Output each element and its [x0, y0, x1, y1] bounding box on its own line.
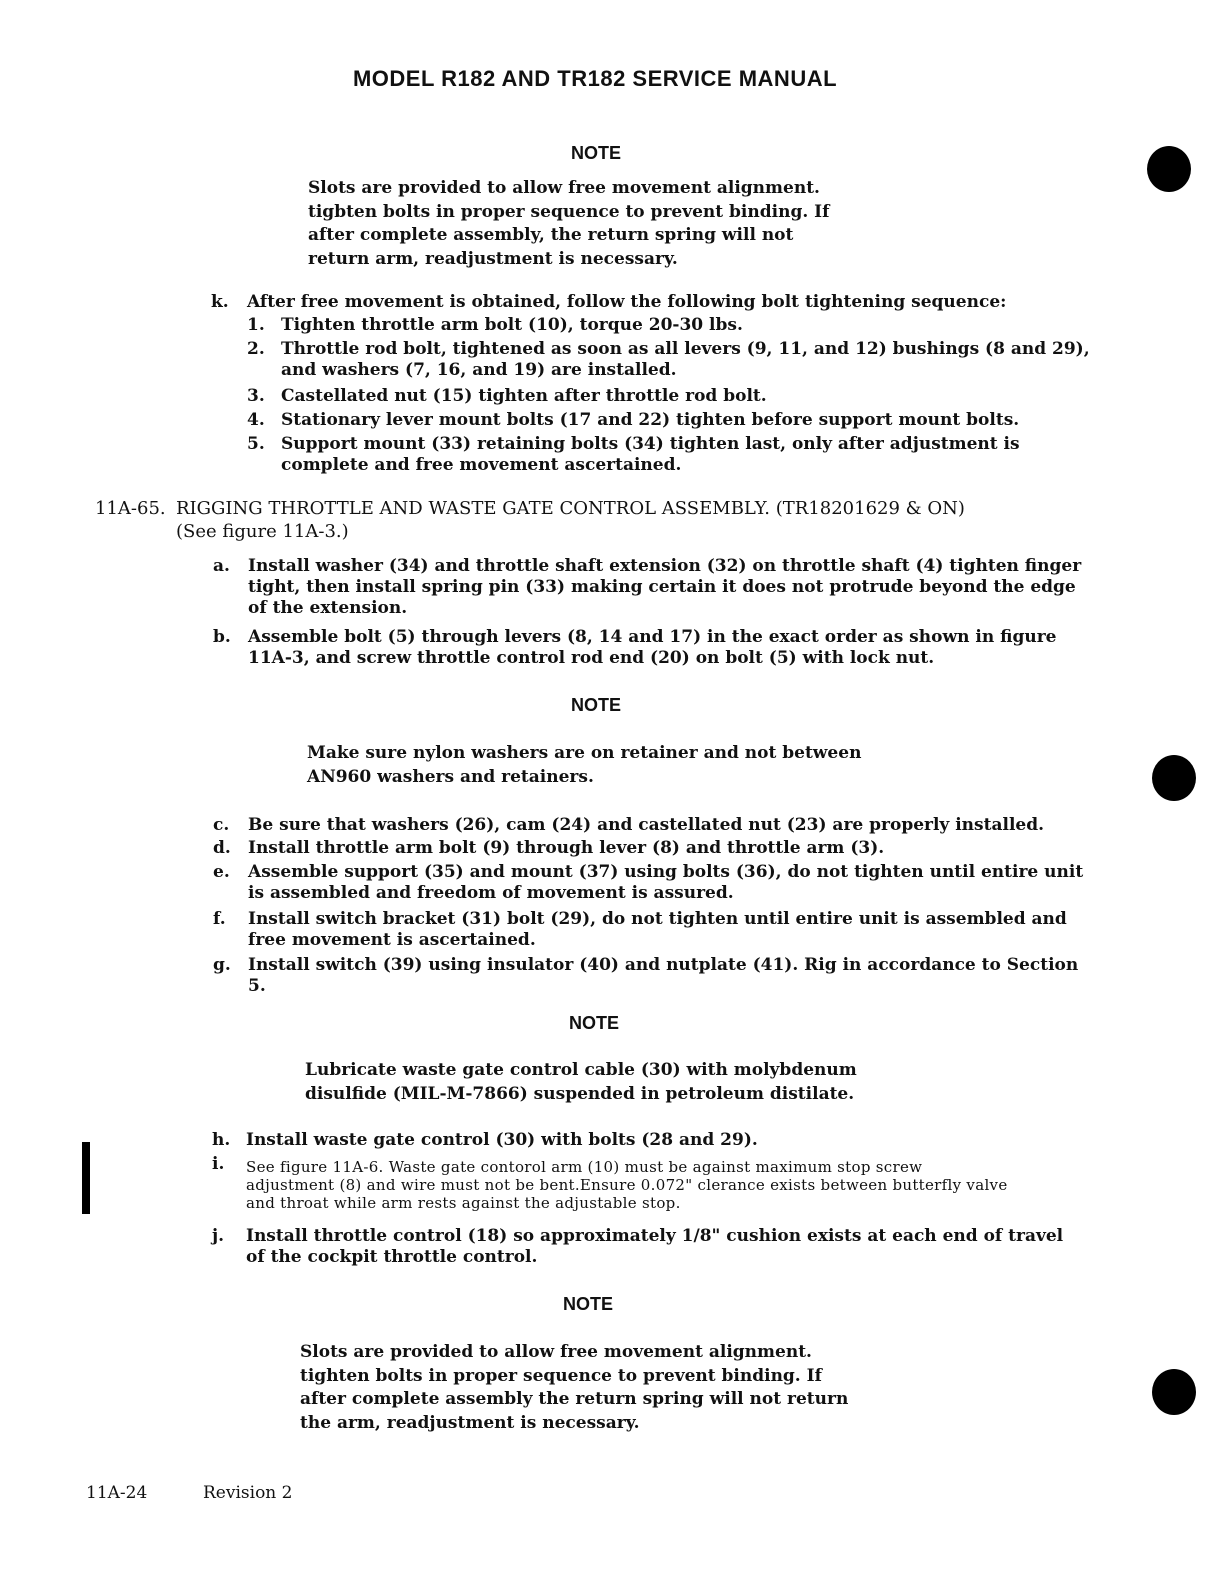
- note-heading: NOTE: [562, 1294, 613, 1314]
- step-text: Be sure that washers (26), cam (24) and castellated nut (23) are properly installed.: [248, 815, 1045, 835]
- step-line: tight, then install spring pin (33) making certain it does not protrude beyond the edge: [248, 577, 1076, 597]
- step-text: [246, 1226, 1063, 1268]
- step-line: See figure 11A-6. Waste gate contorol arm (10) must be against maximum stop screw: [246, 1158, 923, 1176]
- note-line: Make sure nylon washers are on retainer and not between: [307, 743, 862, 763]
- substep-text: Stationary lever mount bolts (17 and 22) tighten before support mount bolts.: [281, 410, 1020, 430]
- step-text: Install throttle arm bolt (9) through lever (8) and throttle arm (3).: [248, 838, 885, 858]
- note-line: Slots are provided to allow free movement alignment.: [308, 178, 820, 198]
- note-heading: NOTE: [568, 1013, 619, 1033]
- step-line: 11A-3, and screw throttle control rod end (20) on bolt (5) with lock nut.: [248, 648, 935, 668]
- note-line: the arm, readjustment is necessary.: [300, 1412, 640, 1433]
- step-text: [248, 862, 1083, 904]
- section-number: 11A-65.: [95, 498, 166, 519]
- step-line: Install switch bracket (31) bolt (29), do not tighten until entire unit is assembled and: [248, 909, 1067, 929]
- note-heading: NOTE: [570, 695, 621, 715]
- step-label: d.: [213, 838, 231, 858]
- note-heading: NOTE: [570, 143, 621, 163]
- step-line: Install throttle control (18) so approximately 1/8" cushion exists at each end of travel: [246, 1226, 1064, 1246]
- section-subtitle: (See figure 11A-3.): [176, 521, 349, 542]
- note-line: return arm, readjustment is necessary.: [308, 248, 678, 269]
- step-label: e.: [213, 862, 230, 882]
- step-label: k.: [211, 292, 229, 312]
- substep-number: 1.: [247, 315, 265, 335]
- note-body: [300, 1341, 848, 1435]
- note-body: [307, 742, 861, 789]
- note-line: disulfide (MIL-M-7866) suspended in petroleum distilate.: [305, 1083, 855, 1104]
- substep-line: complete and free movement ascertained.: [281, 455, 682, 475]
- substep-text: Tighten throttle arm bolt (10), torque 20-30 lbs.: [281, 315, 743, 335]
- substep-text: [281, 339, 1090, 381]
- step-text: Install waste gate control (30) with bolts (28 and 29).: [246, 1130, 758, 1150]
- step-line: of the extension.: [248, 598, 408, 618]
- section-title: RIGGING THROTTLE AND WASTE GATE CONTROL ASSEMBLY. (TR18201629 & ON): [176, 498, 965, 519]
- substep-text: Castellated nut (15) tighten after throttle rod bolt.: [281, 386, 767, 406]
- substep-text: [281, 434, 1020, 476]
- note-body: [305, 1059, 857, 1106]
- note-line: after complete assembly the return spring will not return: [300, 1389, 849, 1409]
- page-number: 11A-24: [86, 1483, 148, 1503]
- step-label: a.: [213, 556, 230, 576]
- change-bullet-mark: [1147, 146, 1191, 192]
- note-line: Lubricate waste gate control cable (30) with molybdenum: [305, 1060, 857, 1080]
- step-text: [248, 556, 1081, 619]
- step-line: Assemble support (35) and mount (37) using bolts (36), do not tighten until entire unit: [248, 862, 1084, 882]
- note-line: after complete assembly, the return spring will not: [308, 225, 794, 245]
- step-text: [248, 909, 1067, 951]
- substep-number: 2.: [247, 339, 265, 359]
- step-text: [248, 627, 1056, 669]
- step-line: free movement is ascertained.: [248, 930, 536, 950]
- step-text: [248, 955, 1078, 997]
- substep-line: and washers (7, 16, and 19) are installed.: [281, 360, 677, 380]
- substep-line: Throttle rod bolt, tightened as soon as all levers (9, 11, and 12) bushings (8 and 29),: [281, 339, 1090, 359]
- substep-line: Support mount (33) retaining bolts (34) tighten last, only after adjustment is: [281, 434, 1020, 454]
- step-label: j.: [212, 1226, 225, 1246]
- step-line: Assemble bolt (5) through levers (8, 14 and 17) in the exact order as shown in figure: [248, 627, 1057, 647]
- step-line: Install washer (34) and throttle shaft extension (32) on throttle shaft (4) tighten finger: [248, 556, 1082, 576]
- step-label: c.: [213, 815, 230, 835]
- change-bullet-mark: [1152, 755, 1196, 801]
- note-line: Slots are provided to allow free movement alignment.: [300, 1342, 812, 1362]
- substep-number: 4.: [247, 410, 265, 430]
- note-line: tigbten bolts in proper sequence to prevent binding. If: [308, 201, 830, 222]
- revision-change-bar: [82, 1142, 90, 1214]
- note-body: [308, 177, 829, 271]
- note-line: tighten bolts in proper sequence to prevent binding. If: [300, 1365, 822, 1386]
- substep-number: 5.: [247, 434, 265, 454]
- step-label: b.: [213, 627, 231, 647]
- step-line: is assembled and freedom of movement is assured.: [248, 883, 734, 903]
- step-line: of the cockpit throttle control.: [246, 1247, 538, 1267]
- step-text: [246, 1158, 1008, 1212]
- step-text: After free movement is obtained, follow the following bolt tightening sequence:: [247, 292, 1007, 312]
- step-line: adjustment (8) and wire must not be bent.Ensure 0.072" clerance exists between butterfly valve: [246, 1176, 1008, 1194]
- revision-label: Revision 2: [203, 1483, 293, 1503]
- step-label: f.: [213, 909, 226, 929]
- substep-number: 3.: [247, 386, 265, 406]
- step-label: i.: [212, 1154, 225, 1174]
- step-line: Install switch (39) using insulator (40) and nutplate (41). Rig in accordance to Section: [248, 955, 1079, 975]
- step-line: and throat while arm rests against the adjustable stop.: [246, 1194, 681, 1212]
- step-label: h.: [212, 1130, 231, 1150]
- change-bullet-mark: [1152, 1369, 1196, 1415]
- step-label: g.: [213, 955, 231, 975]
- step-line: 5.: [248, 976, 266, 996]
- note-line: AN960 washers and retainers.: [307, 766, 594, 787]
- page-title: MODEL R182 AND TR182 SERVICE MANUAL: [352, 66, 838, 91]
